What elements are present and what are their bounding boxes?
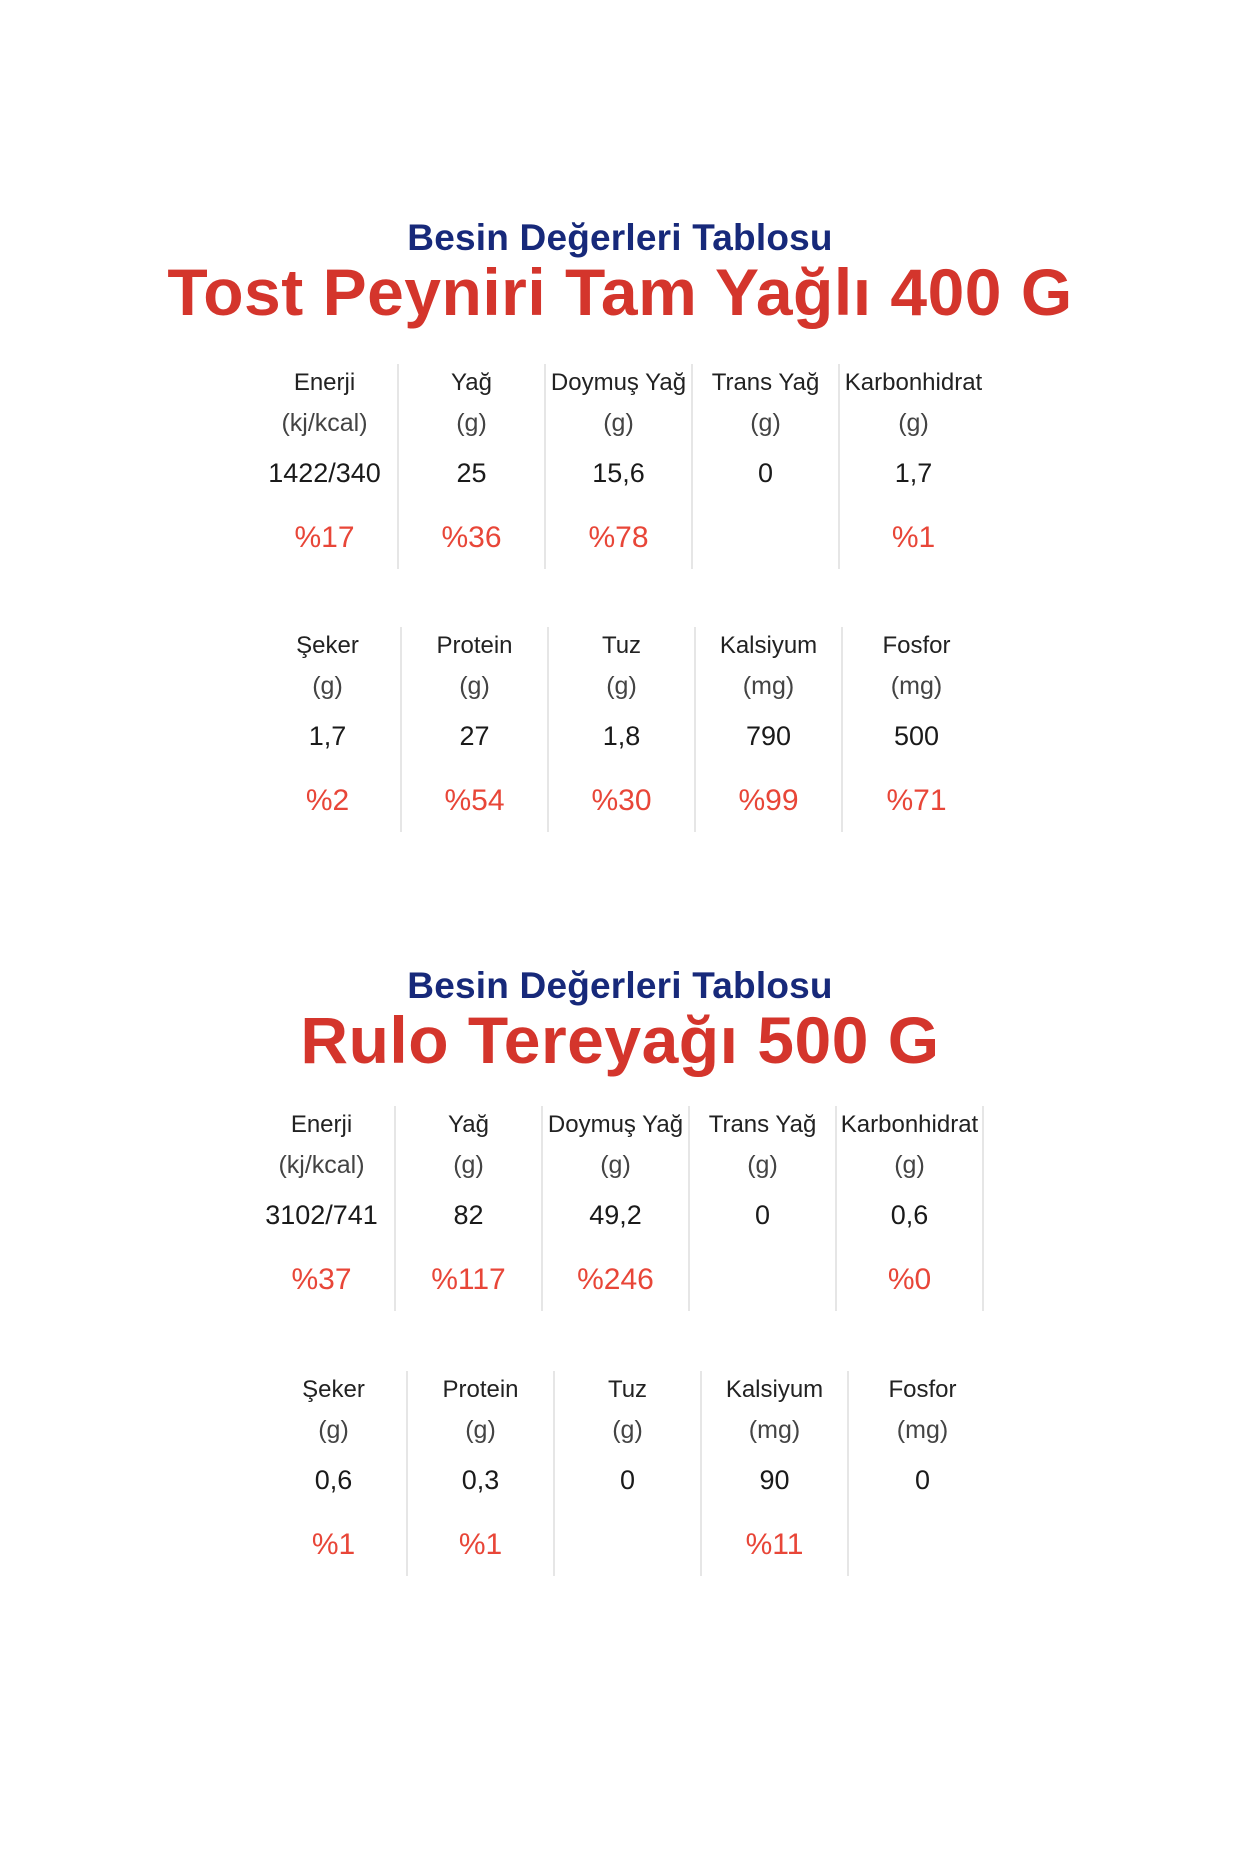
nutrient-value: 1,7 — [308, 721, 347, 751]
nutrient-unit: (g) — [453, 1151, 484, 1179]
nutrient-percent: %71 — [886, 784, 947, 817]
nutrient-label: Protein — [436, 632, 513, 659]
nutrient-unit: (mg) — [896, 1416, 949, 1444]
nutrient-cell-tuz — [549, 627, 696, 832]
nutrient-value: 49,2 — [589, 1200, 642, 1230]
nutrient-percent: %0 — [887, 1263, 932, 1296]
nutrient-unit: (g) — [750, 409, 781, 437]
nutrient-value: 500 — [893, 721, 940, 751]
nutrient-value: 3102/741 — [265, 1200, 378, 1230]
nutrient-unit: (g) — [459, 672, 490, 700]
nutrient-percent: %37 — [291, 1263, 352, 1296]
nutrient-unit: (g) — [894, 1151, 925, 1179]
nutrient-label: Trans Yağ — [708, 1111, 817, 1138]
nutrient-label: Protein — [442, 1376, 519, 1403]
nutrient-unit: (g) — [312, 672, 343, 700]
table-subtitle: Besin Değerleri Tablosu — [407, 217, 833, 258]
nutrient-label: Fosfor — [882, 632, 951, 659]
nutrient-value: 0,3 — [461, 1465, 500, 1495]
nutrient-unit: (g) — [898, 409, 929, 437]
nutrient-unit: (g) — [456, 409, 487, 437]
nutrient-cell-tuz — [555, 1371, 702, 1576]
nutrient-label: Tuz — [601, 632, 642, 659]
nutrient-cell-protein — [402, 627, 549, 832]
nutrient-cell-fosfor — [843, 627, 990, 832]
nutrient-unit: (mg) — [748, 1416, 801, 1444]
nutrient-percent: %1 — [311, 1528, 356, 1561]
nutrient-unit: (kj/kcal) — [278, 1151, 365, 1179]
nutrient-label: Enerji — [290, 1111, 353, 1138]
nutrient-value: 0 — [914, 1465, 931, 1495]
nutrient-value: 0,6 — [314, 1465, 353, 1495]
nutrient-cell-enerji — [252, 364, 399, 569]
nutrient-label: Yağ — [448, 1111, 489, 1138]
nutrient-cell-seker — [261, 1371, 408, 1576]
nutrient-label: Trans Yağ — [711, 369, 820, 396]
nutrient-label: Yağ — [451, 369, 492, 396]
nutrient-unit: (g) — [318, 1416, 349, 1444]
nutrient-label: Karbonhidrat — [840, 1111, 979, 1138]
nutrient-cell-trans-yag — [690, 1106, 837, 1311]
nutrient-unit: (mg) — [890, 672, 943, 700]
nutrient-percent: %1 — [891, 521, 936, 554]
nutrient-percent: %17 — [294, 521, 355, 554]
nutrient-value: 82 — [453, 1200, 484, 1230]
nutrient-label: Kalsiyum — [719, 632, 818, 659]
nutrient-row-1 — [249, 1106, 984, 1311]
nutrient-value: 1422/340 — [268, 458, 381, 488]
nutrient-unit: (g) — [600, 1151, 631, 1179]
nutrient-value: 0,6 — [890, 1200, 929, 1230]
nutrient-value: 25 — [456, 458, 487, 488]
nutrient-cell-yag — [399, 364, 546, 569]
nutrient-cell-karbonhidrat — [837, 1106, 984, 1311]
nutrient-value: 27 — [459, 721, 490, 751]
nutrient-value: 1,8 — [602, 721, 641, 751]
nutrient-unit: (g) — [747, 1151, 778, 1179]
nutrient-label: Doymuş Yağ — [550, 369, 687, 396]
nutrient-value: 0 — [619, 1465, 636, 1495]
nutrient-percent: %30 — [591, 784, 652, 817]
nutrient-cell-doymus-yag — [543, 1106, 690, 1311]
nutrient-unit: (mg) — [742, 672, 795, 700]
nutrient-row-2 — [261, 1371, 996, 1576]
nutrient-percent: %78 — [588, 521, 649, 554]
nutrient-cell-seker — [255, 627, 402, 832]
nutrient-percent: %99 — [738, 784, 799, 817]
nutrient-percent: %117 — [431, 1263, 506, 1296]
nutrient-cell-protein — [408, 1371, 555, 1576]
nutrient-label: Kalsiyum — [725, 1376, 824, 1403]
nutrient-row-2 — [255, 627, 990, 832]
nutrient-cell-yag — [396, 1106, 543, 1311]
nutrient-row-1 — [252, 364, 987, 569]
nutrient-cell-enerji — [249, 1106, 396, 1311]
nutrient-percent: %54 — [444, 784, 505, 817]
nutrient-label: Tuz — [607, 1376, 648, 1403]
nutrient-value: 0 — [754, 1200, 771, 1230]
nutrient-unit: (g) — [612, 1416, 643, 1444]
nutrient-percent: %2 — [305, 784, 350, 817]
product-title: Rulo Tereyağı 500 G — [300, 1003, 940, 1077]
nutrient-cell-fosfor — [849, 1371, 996, 1576]
nutrient-cell-karbonhidrat — [840, 364, 987, 569]
nutrient-value: 0 — [757, 458, 774, 488]
nutrient-value: 15,6 — [592, 458, 645, 488]
nutrient-label: Şeker — [296, 632, 359, 659]
nutrient-percent: %36 — [441, 521, 502, 554]
nutrient-value: 790 — [745, 721, 792, 751]
nutrient-cell-kalsiyum — [702, 1371, 849, 1576]
nutrient-cell-kalsiyum — [696, 627, 843, 832]
nutrient-unit: (kj/kcal) — [281, 409, 368, 437]
nutrient-unit: (g) — [606, 672, 637, 700]
nutrient-unit: (g) — [603, 409, 634, 437]
nutrient-percent: %11 — [745, 1528, 804, 1561]
nutrient-percent: %1 — [458, 1528, 503, 1561]
nutrient-label: Enerji — [293, 369, 356, 396]
nutrient-cell-doymus-yag — [546, 364, 693, 569]
nutrient-label: Doymuş Yağ — [547, 1111, 684, 1138]
nutrient-percent: %246 — [577, 1263, 654, 1296]
nutrient-cell-trans-yag — [693, 364, 840, 569]
product-title: Tost Peyniri Tam Yağlı 400 G — [167, 255, 1073, 329]
nutrient-value: 1,7 — [894, 458, 933, 488]
table-subtitle: Besin Değerleri Tablosu — [407, 965, 833, 1006]
nutrient-label: Fosfor — [888, 1376, 957, 1403]
nutrient-label: Şeker — [302, 1376, 365, 1403]
nutrient-value: 90 — [759, 1465, 790, 1495]
nutrient-label: Karbonhidrat — [844, 369, 983, 396]
nutrient-unit: (g) — [465, 1416, 496, 1444]
